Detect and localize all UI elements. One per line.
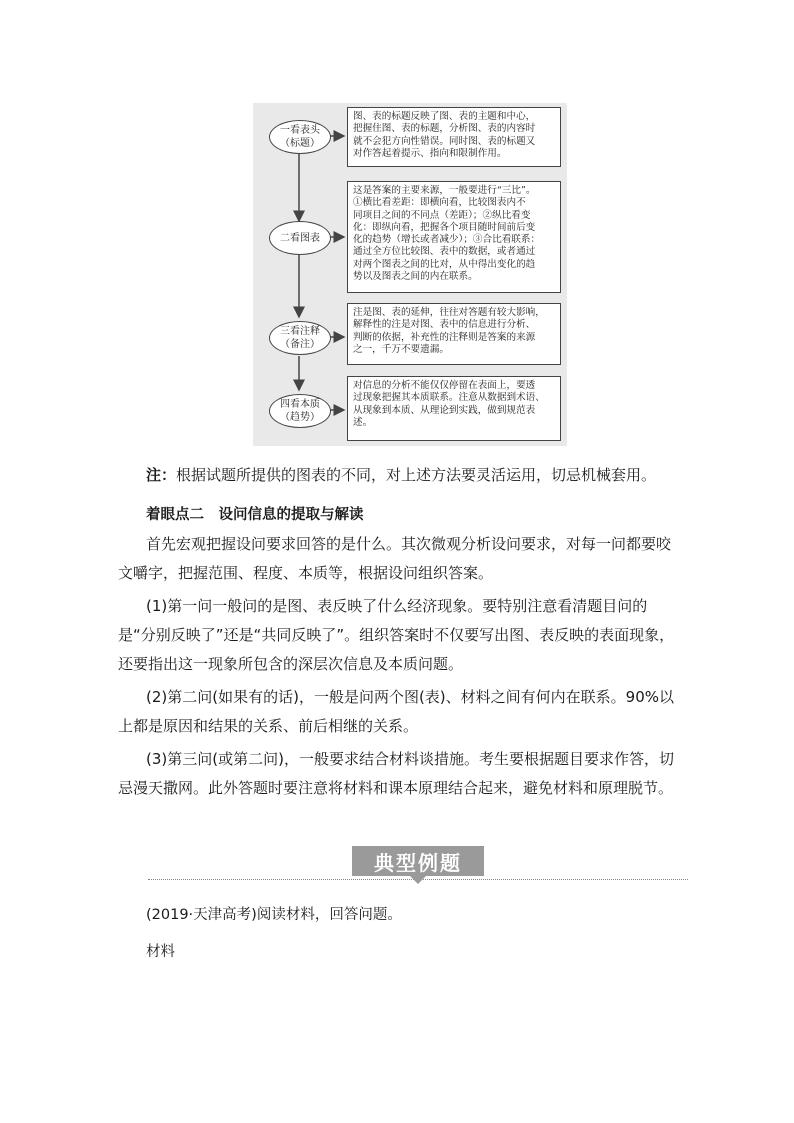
method-flowchart bbox=[253, 103, 567, 446]
step-2-line1: 二看图表 bbox=[280, 232, 320, 244]
section-heading: 着眼点二 设问信息的提取与解读 bbox=[146, 507, 364, 523]
step-oval-4 bbox=[269, 394, 331, 428]
step-1-line1: 一看表头 bbox=[280, 125, 320, 136]
step-4-line1: 四看本质 bbox=[280, 399, 320, 410]
step-3-line2: （备注） bbox=[280, 339, 320, 350]
note-line bbox=[146, 464, 656, 485]
note-text: 根据试题所提供的图表的不同，对上述方法要灵活运用，切忌机械套用。 bbox=[176, 466, 657, 484]
banner-pointer bbox=[410, 876, 426, 884]
section-banner: 典型例题 bbox=[352, 846, 484, 876]
note-label: 注： bbox=[146, 466, 177, 484]
step-4-line2: （趋势） bbox=[280, 412, 320, 423]
question-source: (2019·天津高考)阅读材料，回答问题。 bbox=[146, 907, 402, 923]
paragraph-2: (1)第一问一般问的是图、表反映了什么经济现象。要特别注意看清题目问的是“分别反映了”还是“共同反映了”。组织答案时不仅要写出图、表反映的表面现象，还要指出这一现象所包含的深层次信息及本质问题。 bbox=[118, 597, 675, 673]
step-3-description: 注是图、表的延伸，往往对答题有较大影响， 解释性的注是对图、表中的信息进行分析、 判断的依据，补充性的注释则是答案的来源 之一，千万不要遗漏。 bbox=[347, 303, 561, 365]
step-3-line1: 三看注释 bbox=[280, 326, 320, 337]
body-text bbox=[118, 530, 680, 803]
step-oval-2 bbox=[269, 221, 331, 255]
paragraph-3: (2)第二问(如果有的话)，一般是问两个图(表)、材料之间有何内在联系。90%以上都是原因和结果的关系、前后相继的关系。 bbox=[118, 688, 674, 735]
step-1-line2: （标题） bbox=[280, 138, 320, 149]
step-oval-1 bbox=[269, 120, 331, 154]
step-oval-3 bbox=[269, 321, 331, 355]
step-1-description: 图、表的标题反映了图、表的主题和中心， 把握住图、表的标题，分析图、表的内容时 就不会犯方向性错误。同时图、表的标题又 对作答起着提示、指向和限制作用。 bbox=[347, 107, 561, 167]
paragraph-4: (3)第三问(或第二问)，一般要求结合材料谈措施。考生要根据题目要求作答，切忌漫天撒网。此外答题时要注意将材料和课本原理结合起来，避免材料和原理脱节。 bbox=[118, 750, 674, 797]
step-2-description: 这是答案的主要来源，一般要进行“三比”。 ①横比看差距：即横向看，比较图表内不 同项目之间的不同点（差距）；②纵比看变 化：即纵向看，把握各个项目随时间前后变 化的趋势（增长或者减少）；③合比看联系： 通过全方位比较图、表中的数据，或者通过 对两个图表之间的比对，从中得出变化的趋 势以及图表之间的内在联系。 bbox=[347, 181, 561, 293]
paragraph-1: 首先宏观把握设问要求回答的是什么。其次微观分析设问要求，对每一问都要咬文嚼字，把握范围、程度、本质等，根据设问组织答案。 bbox=[118, 535, 672, 582]
step-4-description: 对信息的分析不能仅仅停留在表面上，要透 过现象把握其本质联系。注意从数据到术语、 从现象到本质、从理论到实践，做到规范表 述。 bbox=[347, 376, 561, 441]
material-label: 材料 bbox=[146, 944, 175, 960]
